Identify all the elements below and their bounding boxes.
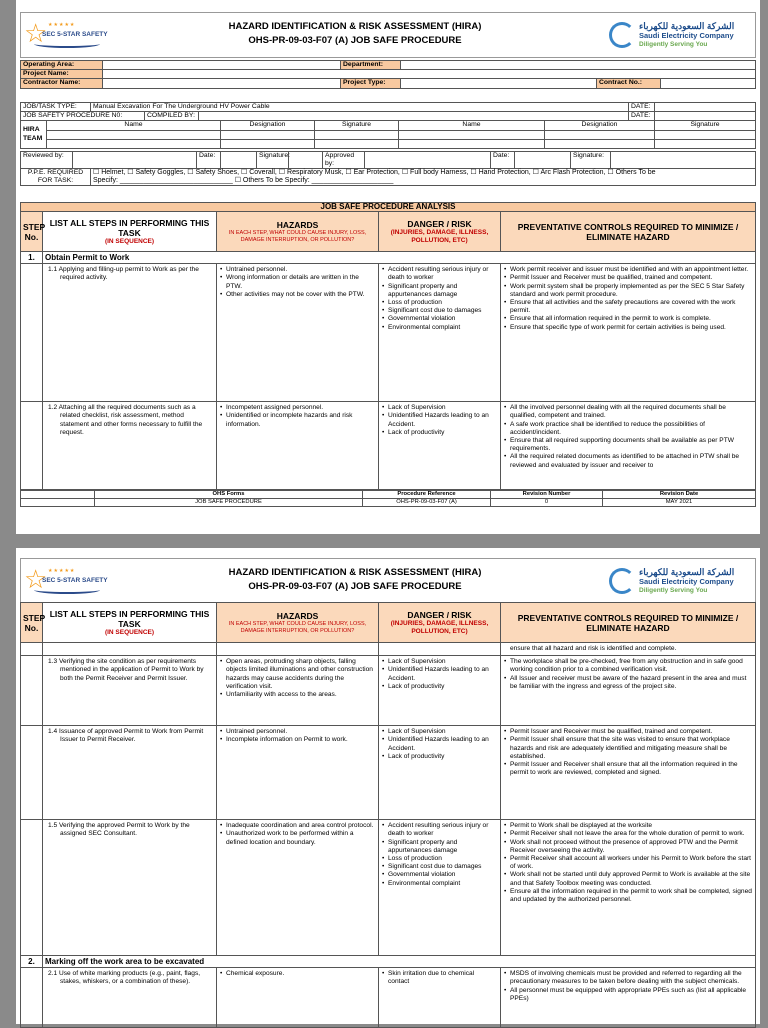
document-page-2 [16,548,760,1024]
hira-name-4[interactable] [399,139,545,148]
table-row: 1.3 Verifying the site condition as per requirements mentioned in the application of Permit to Work by both the Permit Receiver and Permit Issuer. • Open areas, protruding sharp objects, falling objects limited illuminations and other construction hazards may cause accidents during the verification visit. • Unfamiliarity with access to the areas. • Lack of Supervision • Unidentified Hazards leading to an Accident. • Lack of productivity • The workplace shall be pre-checked, free from any obstruction and in safe good working condition prior to a combined verification visit. • All Issuer and receiver must be aware of the hazard present in the area and must be familiar with the ingress and egress of the project site. [21,656,756,726]
control-item: • All personnel must be equipped with appropriate PPEs such as (list all applicable PPEs) [504,987,752,1003]
control-item: • Ensure that all information required in the permit to work is complete. [504,315,752,323]
hira-signature-1[interactable] [315,130,399,139]
hira-signature-3[interactable] [315,139,399,148]
document-title: HAZARD IDENTIFICATION & RISK ASSESSMENT (HIRA) OHS-PR-09-03-F07 (A) JOB SAFE PROCEDURE [228,567,482,592]
document-footer: OHS Forms Procedure Reference Revision Number Revision Date JOB SAFE PROCEDURE OHS-PR-09-03-F07 (A) 0 MAY 2021 [20,490,756,507]
step-title: Marking off the work area to be excavated [43,956,756,968]
control-item: • Permit Issuer and Receiver must be qualified, trained and competent. [504,728,752,736]
hazard-item: • Chemical exposure. [220,970,375,978]
hazard-item: • Other activities may not be cover with the PTW. [220,291,375,299]
risk-item: • Lack of Supervision [382,404,497,412]
approved-by-field[interactable] [365,151,491,168]
hira-signature-2[interactable] [655,130,756,139]
approved-signature-field[interactable] [611,151,756,168]
risk-item: • Accident resulting serious injury or death to worker [382,266,497,282]
risk-item: • Unidentified Hazards leading to an Accident. [382,666,497,682]
department-field[interactable] [401,61,756,70]
hira-designation-1[interactable] [221,130,315,139]
risk-item: • Lack of productivity [382,429,497,437]
ppe-checklist[interactable]: ☐ Helmet, ☐ Safety Goggles, ☐ Safety Shoes, ☐ Coverall, ☐ Respiratory Musk, ☐ Ear Protection, ☐ Full body Harness, ☐ Hand Protection, ☐ Arc Flash Protection, ☐ Others To be Specify: _____________________________ ☐ Others To be Specify: _____________________ [91,169,756,186]
sec-5-star-logo: ☆ ★★★★★ SEC 5-STAR SAFETY [24,564,108,594]
page-header [20,558,756,604]
analysis-table-p1: JOB SAFE PROCEDURE ANALYSIS STEP No. LIST ALL STEPS IN PERFORMING THIS TASK (IN SEQUENCE) HAZARDS IN EACH STEP, WHAT COULD CAUSE INJURY, LOSS, DAMAGE INTERRUPTION, OR POLLUTION? DANGER / RISK (INJURIES, DAMAGE, ILLNESS, POLLUTION, ETC) PREVENTATIVE CONTROLS REQUIRED TO MINIMIZE / ELIMINATE HAZARD 1. Obtain Permit to Work 1.1 Applying and filling-up permit to Work as per the required activity. • Untrained personnel. • Wrong information or details are written in the PTW. • Other activities may not be cover with the PTW. • Accident resulting serious injury or death to worker • Significant property and appurtenances damage • Loss of production • Significant cost due to damages • Governmental violation • Environmental complaint • Work permit receiver and issuer must be identified and with an appointment letter. • Permit Issuer and Receiver must be qualified, trained and competent. • Work permit system shall be properly implemented as per the SEC 5 Star Safety standard and work permit procedure. • Ensure that all activities and the safety precautions are covered with the work permit. • Ensure that all information required in the permit to work is complete. • Ensure that specific type of work permit for certain activities is being used. 1.2 Attaching all the required documents such as a related checklist, risk assessment, method statement and other forms necessary to fulfill the request. • Incompetent assigned personnel. • Unidentified or incomplete hazards and risk information. • Lack of Supervision • Unidentified Hazards leading to an Accident. • Lack of productivity • All the involved personnel dealing with all the required documents shall be qualified, competent and trained. • A safe work practice shall be identified to reduce the possibilities of accident/incident. • Ensure that all required supporting documents shall be available as per PTW requirements. • All the required related documents as identified to be attached in PTW shall be reviewed and evaluated by issuer and receiver to OHS Forms Procedure Reference Revision Number Revision Date JOB SAFE PROCEDURE OHS-PR-09-03-F07 (A) 0 MAY 2021 [20,202,756,507]
risk-item: • Unidentified Hazards leading to an Accident. [382,736,497,752]
hazard-item: • Unidentified or incomplete hazards and risk information. [220,412,375,428]
control-item: • All Issuer and receiver must be aware of the hazard present in the area and must be familiar with the ingress and egress of the project site. [504,675,752,691]
control-item: • MSDS of involving chemicals must be provided and referred to regarding all the precautionary measures to be taken before dealing with the subject chemicals. [504,970,752,986]
control-item: • Ensure all the information required in the permit to work shall be completed, signed and updated by the authorized personnel. [504,888,752,904]
reviewed-date-field[interactable] [221,151,257,168]
control-item: • Permit Issuer and Receiver must be qualified, trained and competent. [504,274,752,282]
hira-team-label: HIRA TEAM [21,121,47,148]
contractor-name-field[interactable] [103,79,341,88]
date-field[interactable] [655,103,756,112]
hazard-item: • Untrained personnel. [220,728,375,736]
risk-item: • Lack of productivity [382,753,497,761]
col-step-no: STEP No. [21,212,43,252]
sec-company-logo: الشركة السعودية للكهرباء Saudi Electricity Company Diligently Serving You [605,13,755,57]
risk-item: • Significant property and appurtenances damage [382,839,497,855]
control-item: • Ensure that specific type of work permit for certain activities is being used. [504,324,752,332]
control-item: • Permit Issuer and Receiver shall ensure that all the information required in the permit to work are reviewed, completed and signed. [504,761,752,777]
control-item: • A safe work practice shall be identified to reduce the possibilities of accident/incident. [504,421,752,437]
hira-name-2[interactable] [399,130,545,139]
col-controls: PREVENTATIVE CONTROLS REQUIRED TO MINIMIZE / ELIMINATE HAZARD [501,212,756,252]
star-icon: ☆ [24,564,48,594]
risk-item: • Unidentified Hazards leading to an Accident. [382,412,497,428]
table-row: 1.5 Verifying the approved Permit to Work by the assigned SEC Consultant. • Inadequate coordination and area control protocol. • Unauthorized work to be performed within a defined location and boundary. • Accident resulting serious injury or death to worker • Significant property and appurtenances damage • Loss of production • Significant cost due to damages • Governmental violation • Environmental complaint • Permit to Work shall be displayed at the worksite • Permit Receiver shall not leave the area for the whole duration of permit to work. • Work shall not proceed without the presence of approved PTW and the Permit Receiver overseeing the activity. • Permit Receiver shall account all workers under his Permit to Work before the start of work. • Work shall not be started until duly approved Permit to Work is available at the site and that Safety Toolbox meeting was conducted. • Ensure all the information required in the permit to work shall be completed, signed and updated by the authorized personnel. [21,820,756,956]
risk-item: • Accident resulting serious injury or death to worker [382,822,497,838]
hazard-item: • Unfamiliarity with access to the areas. [220,691,375,699]
col-hazards: HAZARDS IN EACH STEP, WHAT COULD CAUSE INJURY, LOSS, DAMAGE INTERRUPTION, OR POLLUTION? [217,212,379,252]
control-item: • Work shall not proceed without the presence of approved PTW and the Permit Receiver overseeing the activity. [504,839,752,855]
project-name-field[interactable] [103,70,756,79]
col-step-no: STEP No. [21,603,43,643]
risk-item: • Environmental complaint [382,324,497,332]
control-item: • Work shall not be started until duly approved Permit to Work is available at the site and that Safety Toolbox meeting was conducted. [504,871,752,887]
sec-company-logo: الشركة السعودية للكهرباء Saudi Electricity Company Diligently Serving You [605,559,755,603]
control-item: • Permit to Work shall be displayed at the worksite [504,822,752,830]
hazard-item: • Untrained personnel. [220,266,375,274]
col-danger: DANGER / RISK (INJURIES, DAMAGE, ILLNESS, POLLUTION, ETC) [379,603,501,643]
approved-date-field[interactable] [515,151,571,168]
col-steps: LIST ALL STEPS IN PERFORMING THIS TASK (IN SEQUENCE) [43,603,217,643]
company-swoosh-icon [609,568,635,594]
hazard-item: • Incompetent assigned personnel. [220,404,375,412]
table-row: 1.4 Issuance of approved Permit to Work from Permit Issuer to Permit Receiver. • Untrained personnel. • Incomplete information on Permit to work. • Lack of Supervision • Unidentified Hazards leading to an Accident. • Lack of productivity • Permit Issuer and Receiver must be qualified, trained and competent. • Permit Issuer shall ensure that the site was visited to ensure that workplace hazards and risk are adequately identified and mitigating measure shall be established. • Permit Issuer and Receiver shall ensure that all the information required in the permit to work are reviewed, completed and signed. [21,726,756,820]
ppe-label: P.P.E. REQUIRED FOR TASK: [21,169,91,186]
col-danger: DANGER / RISK (INJURIES, DAMAGE, ILLNESS, POLLUTION, ETC) [379,212,501,252]
risk-item: • Loss of production [382,299,497,307]
col-hazards: HAZARDS IN EACH STEP, WHAT COULD CAUSE INJURY, LOSS, DAMAGE INTERRUPTION, OR POLLUTION? [217,603,379,643]
sec-5-star-logo: ☆ ★★★★★ SEC 5-STAR SAFETY [24,18,108,48]
control-item: • All the involved personnel dealing with all the required documents shall be qualified, competent and trained. [504,404,752,420]
job-task-type-value: Manual Excavation For The Underground HV Power Cable [91,103,629,112]
hira-designation-3[interactable] [221,139,315,148]
hazard-item: • Open areas, protruding sharp objects, falling objects limited illuminations and other construction hazards may cause accidents during the verification visit. [220,658,375,691]
risk-item: • Skin irritation due to chemical contact [382,970,497,986]
contract-no-field[interactable] [661,79,756,88]
hazard-item: • Unauthorized work to be performed within a defined location and boundary. [220,830,375,846]
risk-item: • Significant property and appurtenances damage [382,283,497,299]
hira-name-1[interactable] [47,130,221,139]
star-icon: ☆ [24,18,48,48]
document-title: HAZARD IDENTIFICATION & RISK ASSESSMENT (HIRA) OHS-PR-09-03-F07 (A) JOB SAFE PROCEDURE [228,21,482,46]
hira-signature-4[interactable] [655,139,756,148]
risk-item: • Lack of Supervision [382,658,497,666]
company-swoosh-icon [609,22,635,48]
step-title: Obtain Permit to Work [43,252,756,264]
control-item: • Permit Receiver shall account all workers under his Permit to Work before the start of work. [504,855,752,871]
hira-designation-4[interactable] [545,139,655,148]
analysis-table-p2: STEP No. LIST ALL STEPS IN PERFORMING THIS TASK (IN SEQUENCE) HAZARDS IN EACH STEP, WHAT COULD CAUSE INJURY, LOSS, DAMAGE INTERRUPTION, OR POLLUTION? DANGER / RISK (INJURIES, DAMAGE, ILLNESS, POLLUTION, ETC) PREVENTATIVE CONTROLS REQUIRED TO MINIMIZE / ELIMINATE HAZARD ensure that all hazard and risk is identified and complete. 1.3 Verifying the site condition as per requirements mentioned in the application of Permit to Work by both the Permit Receiver and Permit Issuer. • Open areas, protruding sharp objects, falling objects limited illuminations and other construction hazards may cause accidents during the verification visit. • Unfamiliarity with access to the areas. • Lack of Supervision • Unidentified Hazards leading to an Accident. • Lack of productivity • The workplace shall be pre-checked, free from any obstruction and in safe good working condition prior to a combined verification visit. • All Issuer and receiver must be aware of the hazard present in the area and must be familiar with the ingress and egress of the project site. 1.4 Issuance of approved Permit to Work from Permit Issuer to Permit Receiver. • Untrained personnel. • Incomplete information on Permit to work. • Lack of Supervision • Unidentified Hazards leading to an Accident. • Lack of productivity • Permit Issuer and Receiver must be qualified, trained and competent. • Permit Issuer shall ensure that the site was visited to ensure that workplace hazards and risk are adequately identified and mitigating measure shall be established. • Permit Issuer and Receiver shall ensure that all the information required in the permit to work are reviewed, completed and signed. 1.5 Verifying the approved Permit to Work by the assigned SEC Consultant. • Inadequate coordination and area control protocol. • Unauthorized work to be performed within a defined location and boundary. • Accident resulting serious injury or death to worker • Significant property and appurtenances damage • Loss of production • Significant cost due to damages • Governmental violation • Environmental complaint • Permit to Work shall be displayed at the worksite • Permit Receiver shall not leave the area for the whole duration of permit to work. • Work shall not proceed without the presence of approved PTW and the Permit Receiver overseeing the activity. • Permit Receiver shall account all workers under his Permit to Work before the start of work. • Work shall not be started until duly approved Permit to Work is available at the site and that Safety Toolbox meeting was conducted. • Ensure all the information required in the permit to work shall be completed, signed and updated by the authorized personnel. 2. Marking off the work area to be excavated 2.1 Use of white marking products (e.g., paint, flags, stakes, whiskers, or a combination of these). • Chemical exposure. • Skin irritation due to chemical contact • MSDS of involving chemicals must be provided and referred to regarding all the precautionary measures to be taken before dealing with the subject chemicals. • All personnel must be equipped with appropriate PPEs such as (list all applicable PPEs) [20,602,756,1028]
risk-item: • Governmental violation [382,871,497,879]
control-item: • All the required related documents as identified to be attached in PTW shall be reviewed and evaluated by issuer and receiver to [504,453,752,469]
control-item: • Permit Receiver shall not leave the area for the whole duration of permit to work. [504,830,752,838]
reviewed-signature-field[interactable] [289,151,323,168]
hira-designation-2[interactable] [545,130,655,139]
risk-item: • Loss of production [382,855,497,863]
project-type-field[interactable] [401,79,597,88]
hazard-item: • Inadequate coordination and area control protocol. [220,822,375,830]
control-item: • Permit Issuer shall ensure that the site was visited to ensure that workplace hazards and risk are adequately identified and mitigating measure shall be established. [504,736,752,761]
page-header [20,12,756,58]
control-item: • The workplace shall be pre-checked, free from any obstruction and in safe good working condition prior to a combined verification visit. [504,658,752,674]
risk-item: • Lack of Supervision [382,728,497,736]
col-steps: LIST ALL STEPS IN PERFORMING THIS TASK (IN SEQUENCE) [43,212,217,252]
control-item: • Work permit system shall be properly implemented as per the SEC 5 Star Safety standard and work permit procedure. [504,283,752,299]
hazard-item: • Wrong information or details are written in the PTW. [220,274,375,290]
control-item: • Ensure that all activities and the safety precautions are covered with the work permit. [504,299,752,315]
reviewed-by-field[interactable] [73,151,197,168]
risk-item: • Significant cost due to damages [382,307,497,315]
control-item: • Work permit receiver and issuer must be identified and with an appointment letter. [504,266,752,274]
project-info-block: Operating Area: Department: Project Name: Contractor Name: Project Type: Contract No.: [20,60,756,89]
table-row: ensure that all hazard and risk is identified and complete. [21,643,756,656]
risk-item: • Governmental violation [382,315,497,323]
table-row: 1.1 Applying and filling-up permit to Work as per the required activity. • Untrained personnel. • Wrong information or details are written in the PTW. • Other activities may not be cover with the PTW. • Accident resulting serious injury or death to worker • Significant property and appurtenances damage • Loss of production • Significant cost due to damages • Governmental violation • Environmental complaint • Work permit receiver and issuer must be identified and with an appointment letter. • Permit Issuer and Receiver must be qualified, trained and competent. • Work permit system shall be properly implemented as per the SEC 5 Star Safety standard and work permit procedure. • Ensure that all activities and the safety precautions are covered with the work permit. • Ensure that all information required in the permit to work is complete. • Ensure that specific type of work permit for certain activities is being used. [21,264,756,402]
col-controls: PREVENTATIVE CONTROLS REQUIRED TO MINIMIZE / ELIMINATE HAZARD [501,603,756,643]
analysis-section-title: JOB SAFE PROCEDURE ANALYSIS [21,203,756,212]
risk-item: • Significant cost due to damages [382,863,497,871]
operating-area-field[interactable] [103,61,341,70]
risk-item: • Environmental complaint [382,880,497,888]
document-page-1 [16,0,760,534]
job-task-block: JOB/TASK TYPE: Manual Excavation For The Underground HV Power Cable DATE: JOB SAFETY PROCEDURE N0: COMPILED BY: DATE: HIRA TEAM Name Designation Signature Name Designation Signature Reviewed by: Date: Signature: Approved by: Date: Signature: P.P.E. REQUIRED FOR TASK: ☐ Helmet, ☐ Safety Goggles, ☐ Safety Shoes, ☐ Coverall, ☐ Respiratory Musk, ☐ Ear Protection, ☐ Full body Harness, ☐ Hand Protection, ☐ Arc Flash Protection, ☐ Others To be Specify: _____________________________ ☐ Others To be Specify: _____________________ [20,102,756,186]
control-item: • Ensure that all required supporting documents shall be available as per PTW requirements. [504,437,752,453]
hazard-item: • Incomplete information on Permit to work. [220,736,375,744]
table-row: 1.2 Attaching all the required documents such as a related checklist, risk assessment, method statement and other forms necessary to fulfill the request. • Incompetent assigned personnel. • Unidentified or incomplete hazards and risk information. • Lack of Supervision • Unidentified Hazards leading to an Accident. • Lack of productivity • All the involved personnel dealing with all the required documents shall be qualified, competent and trained. • A safe work practice shall be identified to reduce the possibilities of accident/incident. • Ensure that all required supporting documents shall be available as per PTW requirements. • All the required related documents as identified to be attached in PTW shall be reviewed and evaluated by issuer and receiver to [21,402,756,490]
hira-name-3[interactable] [47,139,221,148]
risk-item: • Lack of productivity [382,683,497,691]
table-row: 2.1 Use of white marking products (e.g., paint, flags, stakes, whiskers, or a combination of these). • Chemical exposure. • Skin irritation due to chemical contact • MSDS of involving chemicals must be provided and referred to regarding all the precautionary measures to be taken before dealing with the subject chemicals. • All personnel must be equipped with appropriate PPEs such as (list all applicable PPEs) [21,968,756,1028]
